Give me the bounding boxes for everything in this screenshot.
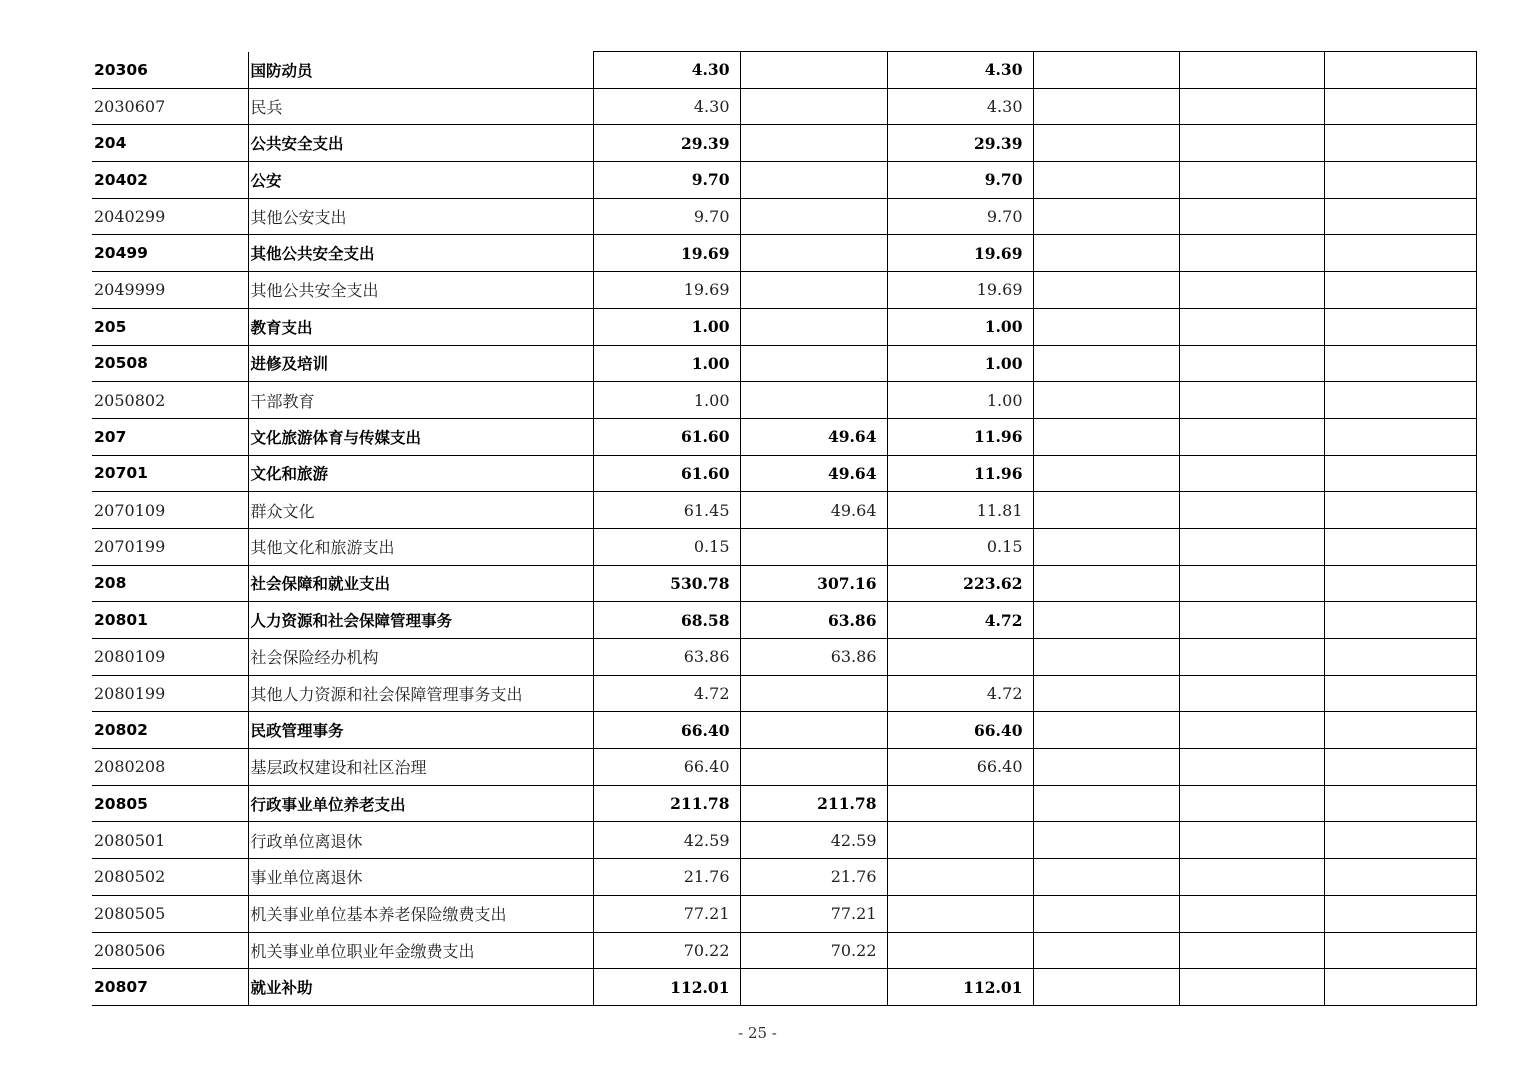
table-body (92, 52, 1476, 1006)
basic-expense-cell: 211.78 (740, 785, 887, 822)
code-cell: 20805 (94, 794, 148, 813)
project-expense-cell: 4.72 (887, 675, 1033, 712)
empty-cell (1179, 125, 1324, 162)
empty-cell (1324, 418, 1476, 455)
code-cell: 2080502 (94, 867, 166, 887)
name-cell: 民兵 (248, 88, 593, 125)
empty-cell (1324, 162, 1476, 199)
total-cell: 4.30 (593, 52, 740, 89)
empty-cell (1033, 602, 1179, 639)
total-cell: 112.01 (593, 969, 740, 1006)
table-row (92, 418, 1476, 455)
total-cell: 0.15 (593, 528, 740, 565)
basic-expense-cell: 49.64 (740, 418, 887, 455)
code-cell: 2030607 (94, 97, 166, 117)
project-expense-cell: 4.30 (887, 88, 1033, 125)
empty-cell (1033, 198, 1179, 235)
empty-cell (1179, 969, 1324, 1006)
empty-cell (1179, 235, 1324, 272)
empty-cell (1033, 565, 1179, 602)
table-row (92, 859, 1476, 896)
basic-expense-cell: 77.21 (740, 895, 887, 932)
table-row (92, 272, 1476, 309)
table-row (92, 382, 1476, 419)
project-expense-cell: 9.70 (887, 162, 1033, 199)
project-expense-cell: 19.69 (887, 235, 1033, 272)
project-expense-cell: 9.70 (887, 198, 1033, 235)
name-cell: 群众文化 (248, 492, 593, 529)
basic-expense-cell: 70.22 (740, 932, 887, 969)
empty-cell (1179, 88, 1324, 125)
empty-cell (1179, 418, 1324, 455)
table-row (92, 198, 1476, 235)
project-expense-cell: 1.00 (887, 345, 1033, 382)
table-row (92, 52, 1476, 89)
code-cell: 20801 (94, 611, 148, 630)
empty-cell (1324, 969, 1476, 1006)
empty-cell (1324, 125, 1476, 162)
empty-cell (1324, 712, 1476, 749)
total-cell: 70.22 (593, 932, 740, 969)
basic-expense-cell: 42.59 (740, 822, 887, 859)
empty-cell (1033, 528, 1179, 565)
empty-cell (1324, 639, 1476, 676)
name-cell: 其他公共安全支出 (248, 272, 593, 309)
empty-cell (1179, 162, 1324, 199)
basic-expense-cell (740, 308, 887, 345)
empty-cell (1033, 125, 1179, 162)
project-expense-cell: 11.81 (887, 492, 1033, 529)
name-cell: 社会保障和就业支出 (248, 565, 593, 602)
basic-expense-cell (740, 52, 887, 89)
empty-cell (1179, 492, 1324, 529)
project-expense-cell: 1.00 (887, 382, 1033, 419)
project-expense-cell (887, 932, 1033, 969)
table-row (92, 822, 1476, 859)
basic-expense-cell (740, 675, 887, 712)
total-cell: 21.76 (593, 859, 740, 896)
empty-cell (1179, 785, 1324, 822)
empty-cell (1324, 675, 1476, 712)
empty-cell (1179, 932, 1324, 969)
code-cell: 204 (94, 134, 127, 153)
empty-cell (1324, 455, 1476, 492)
page-number: - 25 - (738, 1024, 777, 1042)
name-cell: 其他公共安全支出 (248, 235, 593, 272)
empty-cell (1179, 565, 1324, 602)
total-cell: 1.00 (593, 345, 740, 382)
project-expense-cell: 19.69 (887, 272, 1033, 309)
total-cell: 77.21 (593, 895, 740, 932)
table-row (92, 675, 1476, 712)
total-cell: 211.78 (593, 785, 740, 822)
basic-expense-cell (740, 88, 887, 125)
empty-cell (1033, 492, 1179, 529)
total-cell: 66.40 (593, 712, 740, 749)
code-cell: 20802 (94, 721, 148, 740)
table-row (92, 565, 1476, 602)
empty-cell (1033, 345, 1179, 382)
name-cell: 文化和旅游 (248, 455, 593, 492)
empty-cell (1033, 52, 1179, 89)
empty-cell (1033, 418, 1179, 455)
total-cell: 68.58 (593, 602, 740, 639)
total-cell: 1.00 (593, 308, 740, 345)
code-cell: 2070109 (94, 500, 166, 520)
basic-expense-cell (740, 382, 887, 419)
basic-expense-cell (740, 198, 887, 235)
empty-cell (1179, 345, 1324, 382)
table-row (92, 88, 1476, 125)
empty-cell (1179, 859, 1324, 896)
empty-cell (1324, 308, 1476, 345)
total-cell: 42.59 (593, 822, 740, 859)
empty-cell (1179, 272, 1324, 309)
empty-cell (1033, 969, 1179, 1006)
table-row (92, 345, 1476, 382)
basic-expense-cell: 307.16 (740, 565, 887, 602)
name-cell: 人力资源和社会保障管理事务 (248, 602, 593, 639)
table-row (92, 455, 1476, 492)
budget-table (92, 51, 1477, 1006)
code-cell: 20402 (94, 170, 148, 189)
empty-cell (1324, 382, 1476, 419)
code-cell: 20508 (94, 354, 148, 373)
empty-cell (1179, 675, 1324, 712)
name-cell: 事业单位离退休 (248, 859, 593, 896)
project-expense-cell: 66.40 (887, 749, 1033, 786)
table-row (92, 528, 1476, 565)
empty-cell (1324, 52, 1476, 89)
project-expense-cell: 11.96 (887, 418, 1033, 455)
basic-expense-cell: 49.64 (740, 455, 887, 492)
table-row (92, 749, 1476, 786)
empty-cell (1033, 822, 1179, 859)
name-cell: 社会保险经办机构 (248, 639, 593, 676)
code-cell: 2040299 (94, 207, 166, 227)
empty-cell (1324, 528, 1476, 565)
empty-cell (1033, 639, 1179, 676)
empty-cell (1033, 749, 1179, 786)
empty-cell (1179, 455, 1324, 492)
name-cell: 教育支出 (248, 308, 593, 345)
basic-expense-cell (740, 345, 887, 382)
empty-cell (1324, 345, 1476, 382)
empty-cell (1179, 822, 1324, 859)
budget-table-container (92, 51, 1476, 1006)
empty-cell (1033, 455, 1179, 492)
table-row (92, 162, 1476, 199)
project-expense-cell: 112.01 (887, 969, 1033, 1006)
table-row (92, 712, 1476, 749)
empty-cell (1324, 932, 1476, 969)
total-cell: 19.69 (593, 272, 740, 309)
empty-cell (1033, 859, 1179, 896)
table-row (92, 932, 1476, 969)
empty-cell (1179, 382, 1324, 419)
project-expense-cell: 1.00 (887, 308, 1033, 345)
table-row (92, 969, 1476, 1006)
code-cell: 20807 (94, 978, 148, 997)
total-cell: 61.45 (593, 492, 740, 529)
name-cell: 基层政权建设和社区治理 (248, 749, 593, 786)
basic-expense-cell (740, 235, 887, 272)
empty-cell (1033, 712, 1179, 749)
name-cell: 文化旅游体育与传媒支出 (248, 418, 593, 455)
code-cell: 2050802 (94, 390, 166, 410)
total-cell: 4.30 (593, 88, 740, 125)
empty-cell (1033, 162, 1179, 199)
name-cell: 其他人力资源和社会保障管理事务支出 (248, 675, 593, 712)
empty-cell (1324, 859, 1476, 896)
total-cell: 61.60 (593, 418, 740, 455)
project-expense-cell: 4.72 (887, 602, 1033, 639)
project-expense-cell: 4.30 (887, 52, 1033, 89)
project-expense-cell (887, 895, 1033, 932)
empty-cell (1179, 52, 1324, 89)
table-row (92, 602, 1476, 639)
empty-cell (1324, 895, 1476, 932)
table-row (92, 308, 1476, 345)
code-cell: 2070199 (94, 537, 166, 557)
project-expense-cell: 66.40 (887, 712, 1033, 749)
empty-cell (1324, 602, 1476, 639)
empty-cell (1324, 749, 1476, 786)
basic-expense-cell (740, 528, 887, 565)
name-cell: 行政事业单位养老支出 (248, 785, 593, 822)
total-cell: 9.70 (593, 198, 740, 235)
empty-cell (1179, 528, 1324, 565)
code-cell: 208 (94, 574, 127, 593)
code-cell: 2080208 (94, 757, 166, 777)
code-cell: 20306 (94, 60, 148, 79)
total-cell: 66.40 (593, 749, 740, 786)
table-row (92, 785, 1476, 822)
code-cell: 2080506 (94, 940, 166, 960)
empty-cell (1033, 308, 1179, 345)
basic-expense-cell (740, 125, 887, 162)
empty-cell (1324, 492, 1476, 529)
project-expense-cell (887, 639, 1033, 676)
code-cell: 20499 (94, 244, 148, 263)
basic-expense-cell (740, 969, 887, 1006)
name-cell: 就业补助 (248, 969, 593, 1006)
empty-cell (1179, 712, 1324, 749)
name-cell: 民政管理事务 (248, 712, 593, 749)
empty-cell (1324, 785, 1476, 822)
project-expense-cell (887, 822, 1033, 859)
empty-cell (1033, 932, 1179, 969)
code-cell: 2049999 (94, 280, 166, 300)
code-cell: 2080505 (94, 904, 166, 924)
table-row (92, 895, 1476, 932)
name-cell: 干部教育 (248, 382, 593, 419)
basic-expense-cell: 63.86 (740, 602, 887, 639)
name-cell: 机关事业单位基本养老保险缴费支出 (248, 895, 593, 932)
code-cell: 207 (94, 427, 127, 446)
code-cell: 2080199 (94, 684, 166, 704)
empty-cell (1324, 565, 1476, 602)
empty-cell (1324, 822, 1476, 859)
empty-cell (1033, 785, 1179, 822)
project-expense-cell: 223.62 (887, 565, 1033, 602)
empty-cell (1033, 235, 1179, 272)
total-cell: 29.39 (593, 125, 740, 162)
total-cell: 61.60 (593, 455, 740, 492)
empty-cell (1179, 198, 1324, 235)
code-cell: 205 (94, 317, 127, 336)
empty-cell (1033, 382, 1179, 419)
basic-expense-cell: 21.76 (740, 859, 887, 896)
total-cell: 19.69 (593, 235, 740, 272)
empty-cell (1324, 272, 1476, 309)
code-cell: 2080109 (94, 647, 166, 667)
empty-cell (1179, 602, 1324, 639)
project-expense-cell (887, 785, 1033, 822)
table-row (92, 639, 1476, 676)
total-cell: 1.00 (593, 382, 740, 419)
basic-expense-cell (740, 712, 887, 749)
total-cell: 4.72 (593, 675, 740, 712)
total-cell: 9.70 (593, 162, 740, 199)
name-cell: 公共安全支出 (248, 125, 593, 162)
table-row (92, 235, 1476, 272)
empty-cell (1033, 272, 1179, 309)
project-expense-cell: 0.15 (887, 528, 1033, 565)
empty-cell (1179, 749, 1324, 786)
empty-cell (1033, 675, 1179, 712)
code-cell: 20701 (94, 464, 148, 483)
empty-cell (1324, 88, 1476, 125)
empty-cell (1179, 308, 1324, 345)
empty-cell (1324, 235, 1476, 272)
empty-cell (1324, 198, 1476, 235)
name-cell: 行政单位离退休 (248, 822, 593, 859)
table-row (92, 125, 1476, 162)
basic-expense-cell (740, 749, 887, 786)
name-cell: 进修及培训 (248, 345, 593, 382)
project-expense-cell: 11.96 (887, 455, 1033, 492)
code-cell: 2080501 (94, 830, 166, 850)
basic-expense-cell: 63.86 (740, 639, 887, 676)
empty-cell (1033, 895, 1179, 932)
name-cell: 机关事业单位职业年金缴费支出 (248, 932, 593, 969)
name-cell: 公安 (248, 162, 593, 199)
empty-cell (1033, 88, 1179, 125)
empty-cell (1179, 639, 1324, 676)
name-cell: 其他文化和旅游支出 (248, 528, 593, 565)
basic-expense-cell: 49.64 (740, 492, 887, 529)
empty-cell (1179, 895, 1324, 932)
name-cell: 其他公安支出 (248, 198, 593, 235)
project-expense-cell: 29.39 (887, 125, 1033, 162)
basic-expense-cell (740, 162, 887, 199)
project-expense-cell (887, 859, 1033, 896)
total-cell: 63.86 (593, 639, 740, 676)
table-row (92, 492, 1476, 529)
total-cell: 530.78 (593, 565, 740, 602)
name-cell: 国防动员 (248, 52, 593, 89)
basic-expense-cell (740, 272, 887, 309)
